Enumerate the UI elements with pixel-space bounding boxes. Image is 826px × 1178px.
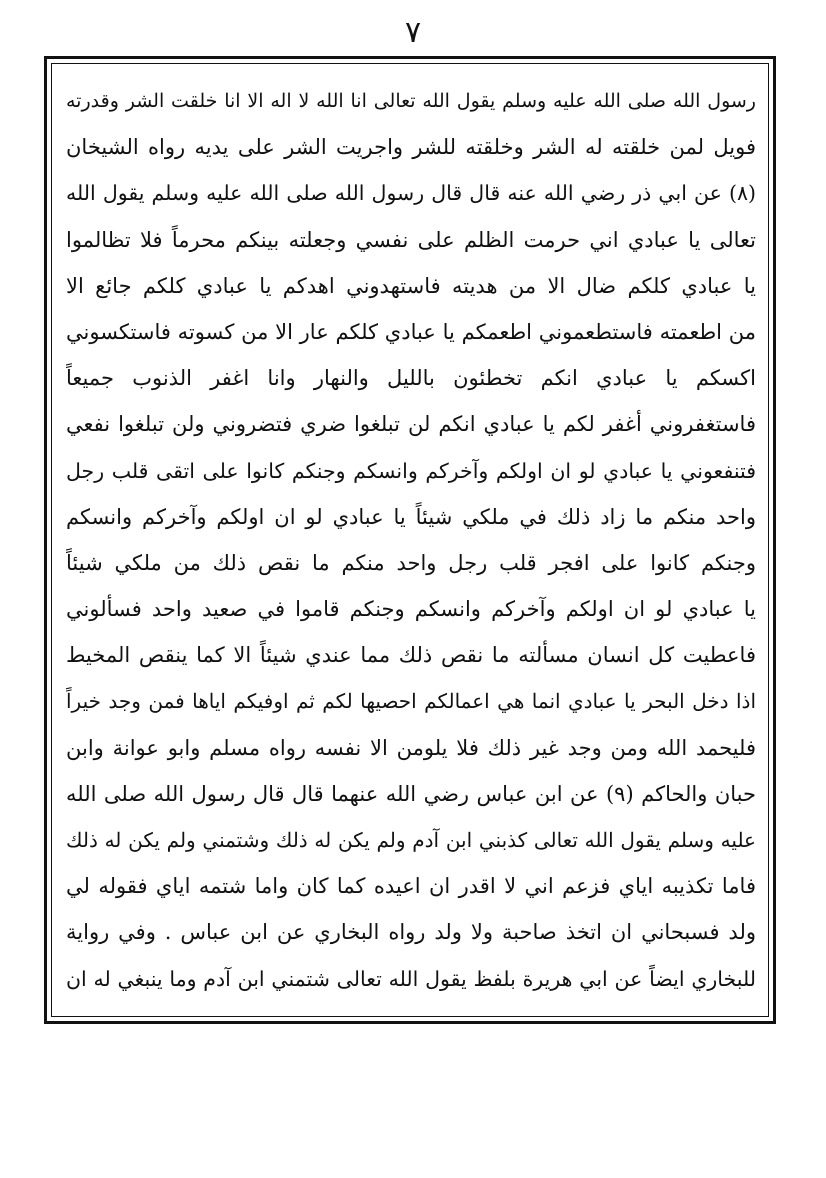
text-line: فويل لمن خلقته له الشر وخلقته للشر واجريت الشر على يديه رواه الشيخان <box>66 135 756 160</box>
text-line: رسول الله صلى الله عليه وسلم يقول الله تعالى انا الله لا اله الا انا خلقت الشر وقدرته <box>66 90 756 112</box>
text-line: ولد فسبحاني ان اتخذ صاحبة ولا ولد رواه البخاري عن ابن عباس . وفي رواية <box>66 920 756 945</box>
text-line: فتنفعوني يا عبادي لو ان اولكم وآخركم وانسكم وجنكم كانوا على اتقى قلب رجل <box>66 458 756 483</box>
text-line: يا عبادي لو ان اولكم وآخركم وانسكم وجنكم قاموا في صعيد واحد فسألوني <box>66 597 756 622</box>
text-line: فاما تكذيبه اياي فزعم اني لا اقدر ان اعيده كما كان واما شتمه اياي فقوله لي <box>66 874 756 899</box>
text-line: تعالى يا عبادي اني حرمت الظلم على نفسي وجعلته بينكم محرماً فلا تظالموا <box>66 227 756 252</box>
text-line: وجنكم كانوا على افجر قلب رجل واحد منكم ما نقص ذلك من ملكي شيئاً <box>66 550 756 575</box>
text-line: واحد منكم ما زاد ذلك في ملكي شيئاً يا عبادي لو ان اولكم وآخركم وانسكم <box>66 504 756 529</box>
text-line: للبخاري ايضاً عن ابي هريرة بلفظ يقول الله تعالى شتمني ابن آدم وما ينبغي له ان <box>66 966 756 991</box>
text-line: اذا دخل البحر يا عبادي انما هي اعمالكم احصيها لكم ثم اوفيكم اياها فمن وجد خيراً <box>66 689 756 714</box>
text-line: (٨) عن ابي ذر رضي الله عنه قال قال رسول الله صلى الله عليه وسلم يقول الله <box>66 181 756 206</box>
text-line: اكسكم يا عبادي انكم تخطئون بالليل والنهار وانا اغفر الذنوب جميعاً <box>66 366 756 391</box>
text-line: من اطعمته فاستطعموني اطعمكم يا عبادي كلكم عار الا من كسوته فاستكسوني <box>66 319 756 344</box>
text-line: فاعطيت كل انسان مسألته ما نقص ذلك مما عندي شيئاً الا كما ينقص المخيط <box>66 643 756 668</box>
text-line: يا عبادي كلكم ضال الا من هديته فاستهدوني اهدكم يا عبادي كلكم جائع الا <box>66 273 756 298</box>
text-line: حبان والحاكم (٩) عن ابن عباس رضي الله عنهما قال قال رسول الله صلى الله <box>66 781 756 806</box>
main-text-block <box>66 78 756 1006</box>
text-line: فاستغفروني أغفر لكم يا عبادي انكم لن تبلغوا ضري فتضروني ولن تبلغوا نفعي <box>66 412 756 437</box>
text-line: عليه وسلم يقول الله تعالى كذبني ابن آدم ولم يكن له ذلك وشتمني ولم يكن له ذلك <box>66 828 756 852</box>
text-line: فليحمد الله ومن وجد غير ذلك فلا يلومن الا نفسه رواه مسلم وابو عوانة وابن <box>66 735 756 760</box>
page-number: ٧ <box>404 15 422 50</box>
